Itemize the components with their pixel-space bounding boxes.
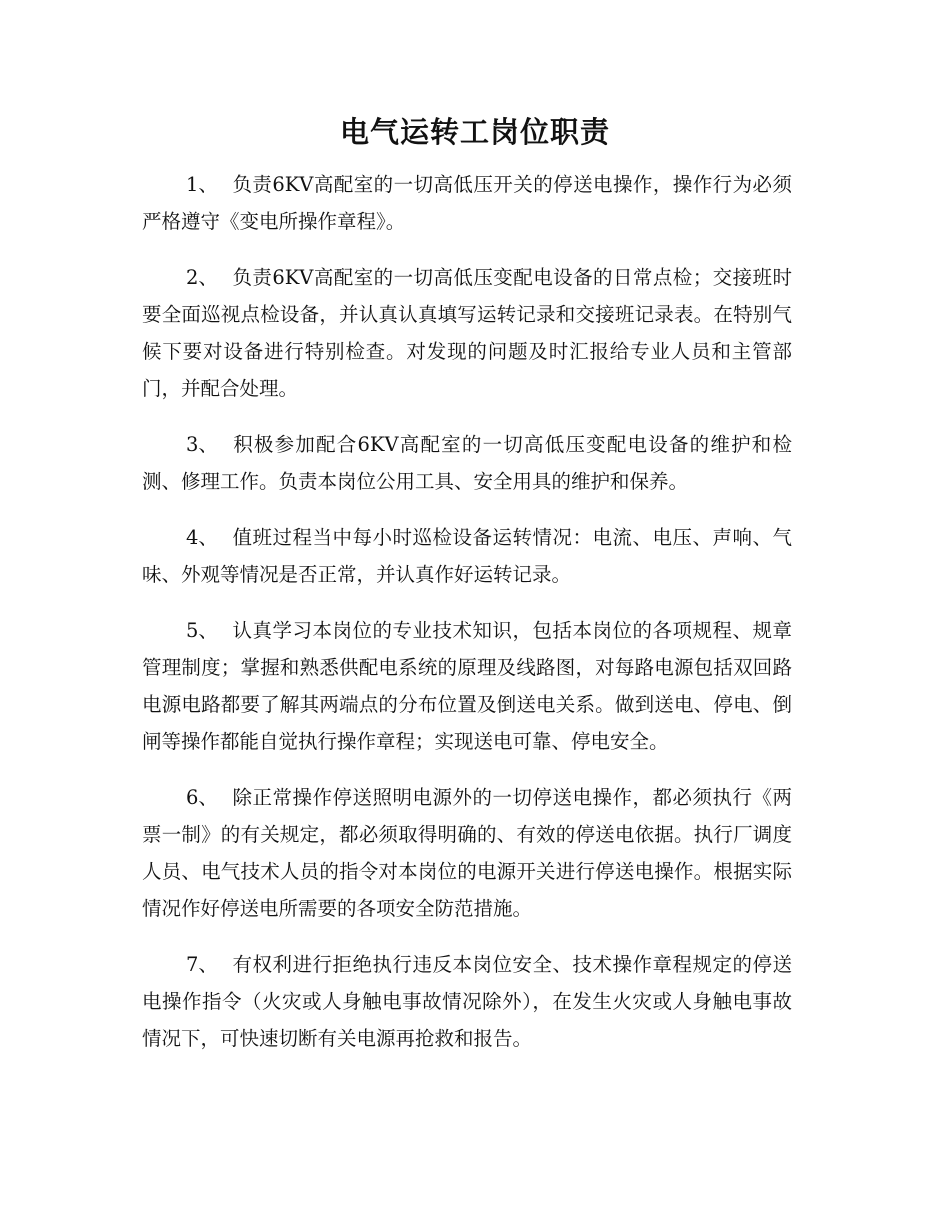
item-number: 4、 <box>186 526 218 549</box>
duty-item-3 <box>142 426 792 500</box>
item-text: 值班过程当中每小时巡检设备运转情况：电流、电压、声响、气味、外观等情况是否正常，并认真作好运转记录。 <box>142 526 792 586</box>
duty-item-5 <box>142 612 792 760</box>
duty-item-6 <box>142 779 792 927</box>
item-text: 认真学习本岗位的专业技术知识，包括本岗位的各项规程、规章管理制度；掌握和熟悉供配电系统的原理及线路图，对每路电源包括双回路电源电路都要了解其两端点的分布位置及倒送电关系。做到送电、停电、倒闸等操作都能自觉执行操作章程；实现送电可靠、停电安全。 <box>142 619 792 753</box>
document-body <box>142 166 792 1076</box>
duty-item-2 <box>142 259 792 407</box>
item-number: 1、 <box>186 173 218 196</box>
item-number: 6、 <box>186 786 218 809</box>
duty-item-1 <box>142 166 792 240</box>
duty-item-7 <box>142 946 792 1057</box>
duty-item-4 <box>142 519 792 593</box>
item-number: 5、 <box>186 619 218 642</box>
item-number: 3、 <box>186 433 218 456</box>
item-text: 除正常操作停送照明电源外的一切停送电操作，都必须执行《两票一制》的有关规定，都必须取得明确的、有效的停送电依据。执行厂调度人员、电气技术人员的指令对本岗位的电源开关进行停送电操作。根据实际情况作好停送电所需要的各项安全防范措施。 <box>142 786 792 920</box>
document-title: 电气运转工岗位职责 <box>339 115 610 149</box>
item-text: 有权利进行拒绝执行违反本岗位安全、技术操作章程规定的停送电操作指令（火灾或人身触电事故情况除外），在发生火灾或人身触电事故情况下，可快速切断有关电源再抢救和报告。 <box>142 953 792 1050</box>
item-number: 2、 <box>186 266 218 289</box>
item-number: 7、 <box>186 953 218 976</box>
item-text: 积极参加配合6KV高配室的一切高低压变配电设备的维护和检测、修理工作。负责本岗位公用工具、安全用具的维护和保养。 <box>142 433 792 493</box>
item-text: 负责6KV高配室的一切高低压变配电设备的日常点检；交接班时要全面巡视点检设备，并认真认真填写运转记录和交接班记录表。在特别气候下要对设备进行特别检查。对发现的问题及时汇报给专业人员和主管部门，并配合处理。 <box>142 266 792 400</box>
item-text: 负责6KV高配室的一切高低压开关的停送电操作，操作行为必须严格遵守《变电所操作章程》。 <box>142 173 792 233</box>
